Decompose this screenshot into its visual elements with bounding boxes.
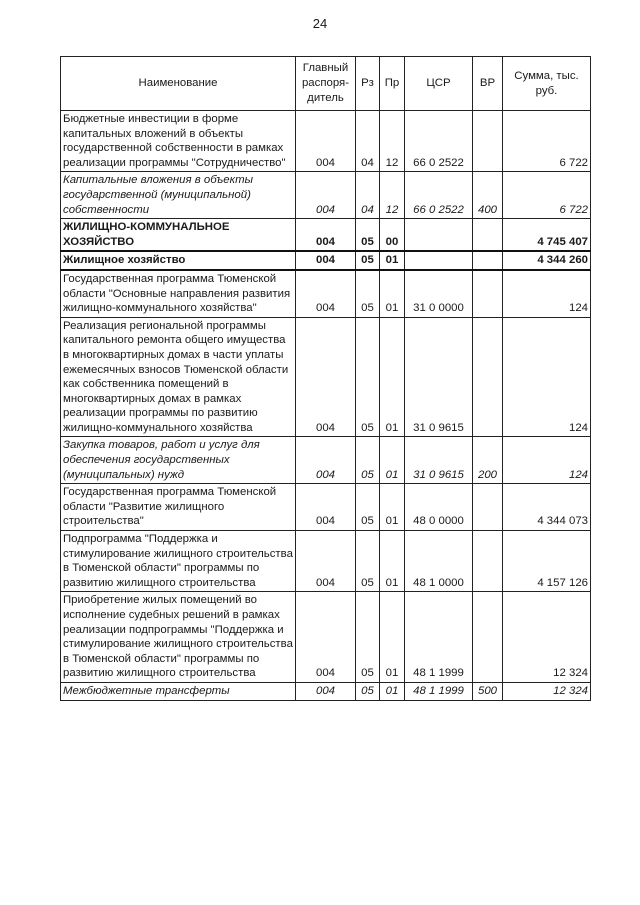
cell-vr: 400 bbox=[473, 172, 503, 219]
cell-pr: 12 bbox=[380, 172, 405, 219]
cell-pr: 01 bbox=[380, 592, 405, 683]
cell-vr bbox=[473, 251, 503, 270]
cell-sum: 4 157 126 bbox=[503, 531, 591, 592]
cell-admin: 004 bbox=[296, 531, 356, 592]
cell-admin: 004 bbox=[296, 111, 356, 172]
table-header-row bbox=[61, 57, 591, 111]
cell-sum: 4 344 260 bbox=[503, 251, 591, 270]
cell-csr bbox=[405, 219, 473, 252]
cell-sum: 12 324 bbox=[503, 682, 591, 700]
header-pr: Пр bbox=[380, 57, 405, 111]
cell-name: Реализация региональной программы капитального ремонта общего имущества в многоквартирных домах в части уплаты ежемесячных взносов Тюменской области как собственника помещений в многоквартирных домах в рамках реализации программы по развитию жилищно-коммунального хозяйства bbox=[61, 317, 296, 437]
cell-name: Жилищное хозяйство bbox=[61, 251, 296, 270]
header-csr: ЦСР bbox=[405, 57, 473, 111]
cell-admin: 004 bbox=[296, 219, 356, 252]
cell-name: Межбюджетные трансферты bbox=[61, 682, 296, 700]
cell-admin: 004 bbox=[296, 172, 356, 219]
cell-name: Закупка товаров, работ и услуг для обеспечения государственных (муниципальных) нужд bbox=[61, 437, 296, 484]
cell-admin: 004 bbox=[296, 251, 356, 270]
cell-csr: 66 0 2522 bbox=[405, 111, 473, 172]
header-sum: Сумма, тыс. руб. bbox=[503, 57, 591, 111]
cell-rz: 05 bbox=[356, 317, 380, 437]
cell-vr bbox=[473, 219, 503, 252]
table-row bbox=[61, 682, 591, 700]
cell-rz: 05 bbox=[356, 682, 380, 700]
cell-admin: 004 bbox=[296, 317, 356, 437]
cell-name: Государственная программа Тюменской области "Основные направления развития жилищно-коммунального хозяйства" bbox=[61, 270, 296, 317]
cell-rz: 04 bbox=[356, 111, 380, 172]
table-row bbox=[61, 251, 591, 270]
cell-vr: 500 bbox=[473, 682, 503, 700]
header-vr: ВР bbox=[473, 57, 503, 111]
cell-sum: 124 bbox=[503, 317, 591, 437]
table-row bbox=[61, 317, 591, 437]
table-row bbox=[61, 172, 591, 219]
cell-name: ЖИЛИЩНО-КОММУНАЛЬНОЕ ХОЗЯЙСТВО bbox=[61, 219, 296, 252]
cell-sum: 12 324 bbox=[503, 592, 591, 683]
cell-vr bbox=[473, 531, 503, 592]
cell-pr: 01 bbox=[380, 317, 405, 437]
cell-name: Подпрограмма "Поддержка и стимулирование жилищного строительства в Тюменской области" программы по развитию жилищного строительства bbox=[61, 531, 296, 592]
cell-csr bbox=[405, 251, 473, 270]
cell-rz: 05 bbox=[356, 484, 380, 531]
cell-vr bbox=[473, 270, 503, 317]
cell-pr: 01 bbox=[380, 270, 405, 317]
cell-csr: 31 0 9615 bbox=[405, 437, 473, 484]
cell-vr bbox=[473, 484, 503, 531]
table-row bbox=[61, 592, 591, 683]
cell-vr bbox=[473, 317, 503, 437]
cell-pr: 01 bbox=[380, 682, 405, 700]
cell-pr: 01 bbox=[380, 531, 405, 592]
header-admin: Главный распоря-дитель bbox=[296, 57, 356, 111]
cell-rz: 04 bbox=[356, 172, 380, 219]
cell-csr: 66 0 2522 bbox=[405, 172, 473, 219]
cell-sum: 124 bbox=[503, 270, 591, 317]
cell-csr: 31 0 9615 bbox=[405, 317, 473, 437]
cell-rz: 05 bbox=[356, 531, 380, 592]
cell-csr: 48 1 0000 bbox=[405, 531, 473, 592]
cell-admin: 004 bbox=[296, 270, 356, 317]
cell-csr: 31 0 0000 bbox=[405, 270, 473, 317]
header-name: Наименование bbox=[61, 57, 296, 111]
cell-pr: 12 bbox=[380, 111, 405, 172]
cell-rz: 05 bbox=[356, 437, 380, 484]
header-rz: Рз bbox=[356, 57, 380, 111]
cell-admin: 004 bbox=[296, 592, 356, 683]
cell-rz: 05 bbox=[356, 219, 380, 252]
cell-sum: 6 722 bbox=[503, 172, 591, 219]
table-row bbox=[61, 531, 591, 592]
table-row bbox=[61, 437, 591, 484]
cell-name: Капитальные вложения в объекты государственной (муниципальной) собственности bbox=[61, 172, 296, 219]
table-body bbox=[61, 111, 591, 701]
page-number: 24 bbox=[312, 16, 328, 31]
cell-csr: 48 1 1999 bbox=[405, 592, 473, 683]
cell-vr: 200 bbox=[473, 437, 503, 484]
cell-csr: 48 0 0000 bbox=[405, 484, 473, 531]
cell-csr: 48 1 1999 bbox=[405, 682, 473, 700]
table-row bbox=[61, 484, 591, 531]
table-row bbox=[61, 270, 591, 317]
cell-sum: 6 722 bbox=[503, 111, 591, 172]
cell-pr: 00 bbox=[380, 219, 405, 252]
cell-vr bbox=[473, 111, 503, 172]
cell-admin: 004 bbox=[296, 437, 356, 484]
cell-admin: 004 bbox=[296, 682, 356, 700]
cell-name: Бюджетные инвестиции в форме капитальных вложений в объекты государственной собственности в рамках реализации программы "Сотрудничество" bbox=[61, 111, 296, 172]
cell-sum: 4 745 407 bbox=[503, 219, 591, 252]
budget-table bbox=[60, 56, 591, 701]
cell-pr: 01 bbox=[380, 437, 405, 484]
cell-rz: 05 bbox=[356, 270, 380, 317]
cell-pr: 01 bbox=[380, 251, 405, 270]
cell-sum: 124 bbox=[503, 437, 591, 484]
cell-rz: 05 bbox=[356, 592, 380, 683]
cell-rz: 05 bbox=[356, 251, 380, 270]
cell-vr bbox=[473, 592, 503, 683]
cell-admin: 004 bbox=[296, 484, 356, 531]
table-row bbox=[61, 219, 591, 252]
cell-name: Приобретение жилых помещений во исполнение судебных решений в рамках реализации подпрограммы "Поддержка и стимулирование жилищного строительства в Тюменской области" программы по развитию жилищного строительства bbox=[61, 592, 296, 683]
cell-name: Государственная программа Тюменской области "Развитие жилищного строительства" bbox=[61, 484, 296, 531]
cell-pr: 01 bbox=[380, 484, 405, 531]
cell-sum: 4 344 073 bbox=[503, 484, 591, 531]
table-row bbox=[61, 111, 591, 172]
